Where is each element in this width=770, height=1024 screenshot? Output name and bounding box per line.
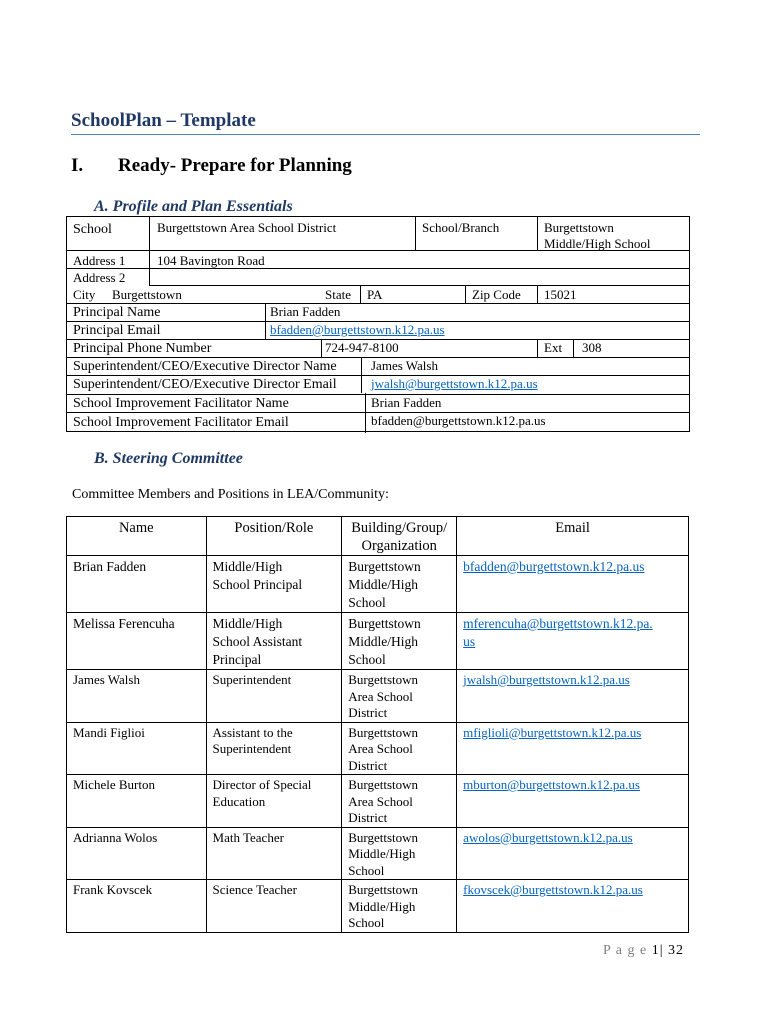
table-row [67,880,689,933]
member-position: Superintendent [206,670,342,723]
member-email-link[interactable]: bfadden@burgettstown.k12.pa.us [463,559,645,574]
branch-value-line2: Middle/High School [544,236,651,251]
member-building: Burgettstown Middle/High School [342,880,457,933]
table-row [67,722,689,775]
member-email-link[interactable]: jwalsh@burgettstown.k12.pa.us [463,672,630,687]
school-value: Burgettstown Area School District [157,220,337,235]
member-building: Burgettstown Area School District [342,670,457,723]
branch-label: School/Branch [422,220,500,235]
member-email-link[interactable]: mferencuha@burgettstown.k12.pa. [463,616,653,631]
member-email-link[interactable]: awolos@burgettstown.k12.pa.us [463,829,633,845]
supt-email-label: Superintendent/CEO/Executive Director Email [73,377,337,392]
supt-name-label: Superintendent/CEO/Executive Director Name [73,359,337,374]
page-word: P a g e [603,943,648,958]
supt-email-link[interactable]: jwalsh@burgettstown.k12.pa.us [371,376,538,391]
profile-heading: A. Profile and Plan Essentials [94,198,293,215]
section-title: Ready- Prepare for Planning [118,155,352,176]
member-email-cell [457,775,689,828]
committee-table [66,516,689,933]
member-email-link[interactable]: mburton@burgettstown.k12.pa.us [463,777,640,792]
school-label: School [73,222,112,237]
member-email-cell [457,722,689,775]
table-row [67,775,689,828]
document-title: SchoolPlan – Template [71,110,256,131]
member-email-cell [457,613,689,670]
member-name: Melissa Ferencuha [67,613,207,670]
member-building: Burgettstown Area School District [342,722,457,775]
city-value: Burgettstown [112,287,182,302]
sif-email-value: bfadden@burgettstown.k12.pa.us [371,413,546,428]
member-position: Middle/High School Assistant Principal [206,613,342,670]
zip-value: 15021 [544,287,577,302]
city-label: City [73,287,96,302]
principal-name-value: Brian Fadden [270,304,341,319]
member-building: Burgettstown Area School District [342,775,457,828]
supt-name-value: James Walsh [371,358,438,373]
member-name: Frank Kovscek [67,880,207,933]
table-row [67,613,689,670]
member-name: Michele Burton [67,775,207,828]
ext-label: Ext [544,340,563,355]
member-name: Adrianna Wolos [67,827,207,880]
member-building: Burgettstown Middle/High School [342,556,457,613]
page-separator: | [659,943,664,958]
header-email: Email [457,517,689,556]
member-position: Middle/High School Principal [206,556,342,613]
table-row [67,827,689,880]
section-number: I. [71,155,84,176]
member-building: Burgettstown Middle/High School [342,613,457,670]
sif-name-value: Brian Fadden [371,395,442,410]
branch-value-line1: Burgettstown [544,220,614,235]
member-name: Mandi Figlioi [67,722,207,775]
member-email-cell [457,880,689,933]
principal-email-label: Principal Email [73,323,161,338]
profile-table [66,216,690,432]
member-email-link[interactable]: fkovscek@burgettstown.k12.pa.us [463,882,643,897]
member-email-link[interactable]: mfiglioli@burgettstown.k12.pa.us [463,724,642,740]
member-email-cell [457,556,689,613]
principal-email-link[interactable]: bfadden@burgettstown.k12.pa.us [270,322,445,337]
member-position: Director of Special Education [206,775,342,828]
address2-label: Address 2 [73,270,126,285]
principal-phone-value: 724-947-8100 [325,340,399,355]
sif-email-label: School Improvement Facilitator Email [73,415,289,430]
member-position: Math Teacher [206,827,342,880]
zip-label: Zip Code [472,287,521,302]
state-value: PA [367,287,383,302]
page-footer [603,943,684,959]
committee-intro: Committee Members and Positions in LEA/Community: [72,487,389,502]
table-row [67,670,689,723]
address1-label: Address 1 [73,253,126,268]
member-position: Science Teacher [206,880,342,933]
principal-name-label: Principal Name [73,305,161,320]
member-email-cell [457,827,689,880]
committee-heading: B. Steering Committee [94,450,243,467]
member-building: Burgettstown Middle/High School [342,827,457,880]
principal-phone-label: Principal Phone Number [73,341,212,356]
sif-name-label: School Improvement Facilitator Name [73,396,289,411]
table-row [67,556,689,613]
page-number: 1 [651,943,660,958]
member-email-cell [457,670,689,723]
total-pages: 32 [668,943,685,958]
header-name: Name [67,517,207,556]
header-position: Position/Role [206,517,342,556]
address1-value: 104 Bavington Road [157,253,265,268]
ext-value: 308 [582,340,602,355]
header-building: Building/Group/ Organization [342,517,457,556]
member-email-link[interactable]: us [463,634,476,649]
state-label: State [325,287,351,302]
member-name: Brian Fadden [67,556,207,613]
member-name: James Walsh [67,670,207,723]
title-divider [71,134,700,135]
member-position: Assistant to the Superintendent [206,722,342,775]
